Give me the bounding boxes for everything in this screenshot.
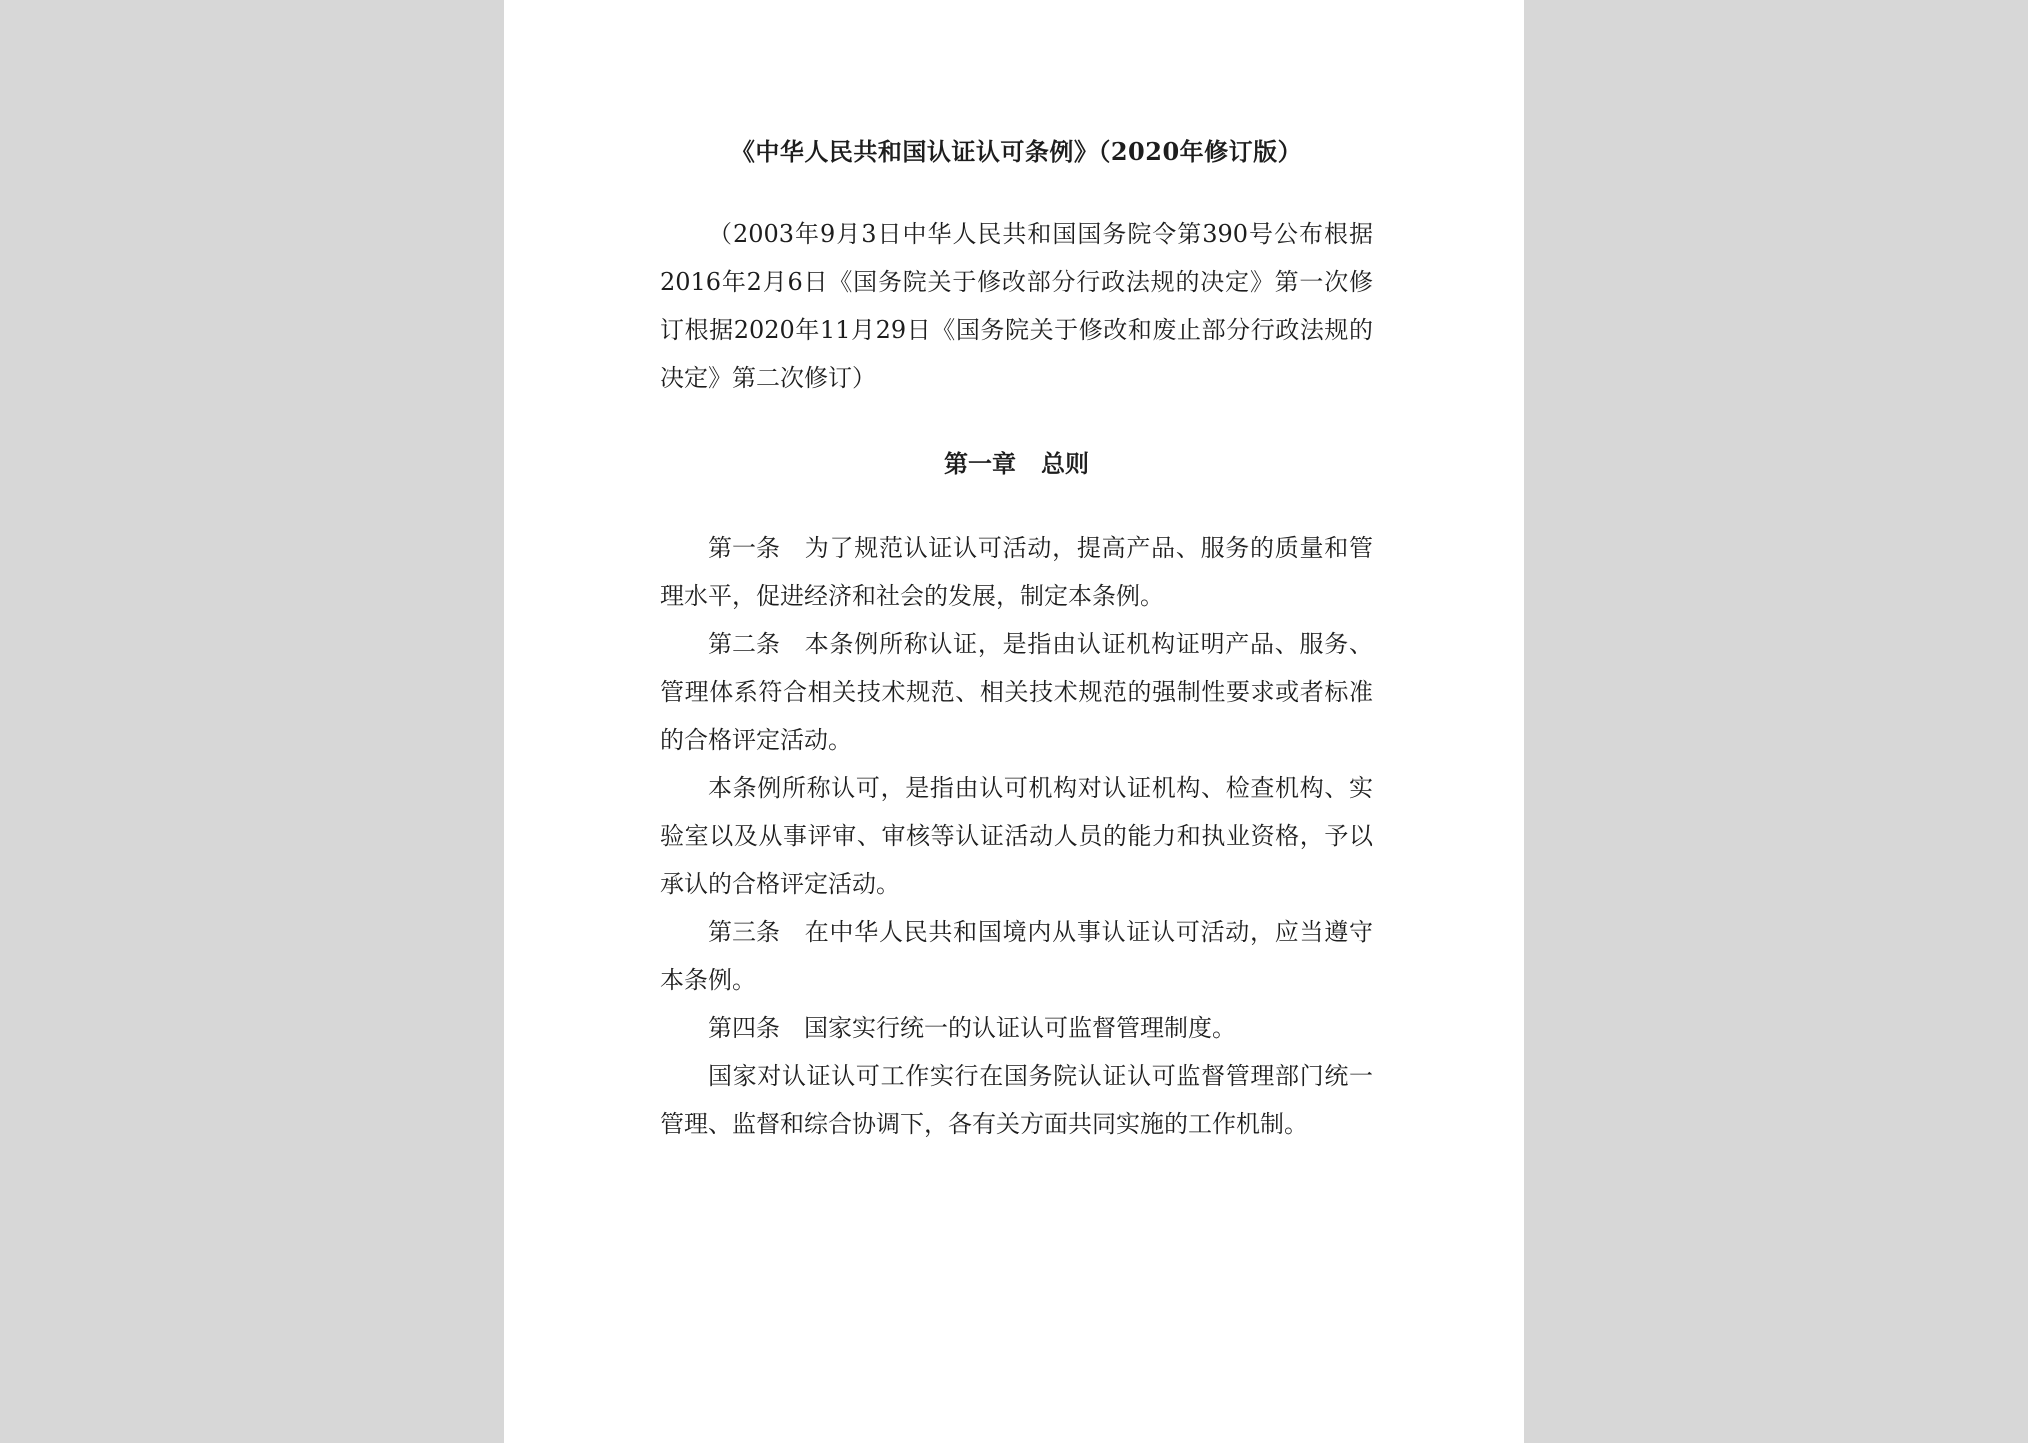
article-text: 国家实行统一的认证认可监督管理制度。 (804, 1014, 1236, 1042)
article-2-paragraph (660, 620, 1373, 764)
article-text: 本条例所称认可，是指由认可机构对认证机构、检查机构、实验室以及从事评审、审核等认证活动人员的能力和执业资格，予以承认的合格评定活动。 (660, 774, 1373, 898)
article-number: 第二条 (708, 630, 780, 658)
chapter-number: 第一章 (943, 449, 1016, 478)
article-text: 在中华人民共和国境内从事认证认可活动，应当遵守本条例。 (660, 918, 1373, 994)
article-4-continuation-paragraph (660, 1052, 1373, 1148)
chapter-heading (660, 440, 1373, 488)
document-content (660, 128, 1373, 1148)
articles-section (660, 524, 1373, 1148)
article-text: 国家对认证认可工作实行在国务院认证认可监督管理部门统一管理、监督和综合协调下，各有关方面共同实施的工作机制。 (660, 1062, 1373, 1138)
document-page (504, 0, 1524, 1443)
document-title: 《中华人民共和国认证认可条例》（2020年修订版） (730, 137, 1303, 166)
article-number: 第三条 (708, 918, 780, 946)
article-text: 本条例所称认证，是指由认证机构证明产品、服务、管理体系符合相关技术规范、相关技术规范的强制性要求或者标准的合格评定活动。 (660, 630, 1373, 754)
document-preamble: （2003年9月3日中华人民共和国国务院令第390号公布根据2016年2月6日《国务院关于修改部分行政法规的决定》第一次修订根据2020年11月29日《国务院关于修改和废止部分行政法规的决定》第二次修订） (660, 220, 1373, 392)
chapter-name: 总则 (1041, 449, 1090, 478)
article-1-paragraph (660, 524, 1373, 620)
article-2-continuation-paragraph (660, 764, 1373, 908)
article-number: 第四条 (708, 1014, 780, 1042)
article-3-paragraph (660, 908, 1373, 1004)
article-number: 第一条 (708, 534, 780, 562)
article-text: 为了规范认证认可活动，提高产品、服务的质量和管理水平，促进经济和社会的发展，制定本条例。 (660, 534, 1373, 610)
article-4-paragraph (660, 1004, 1373, 1052)
